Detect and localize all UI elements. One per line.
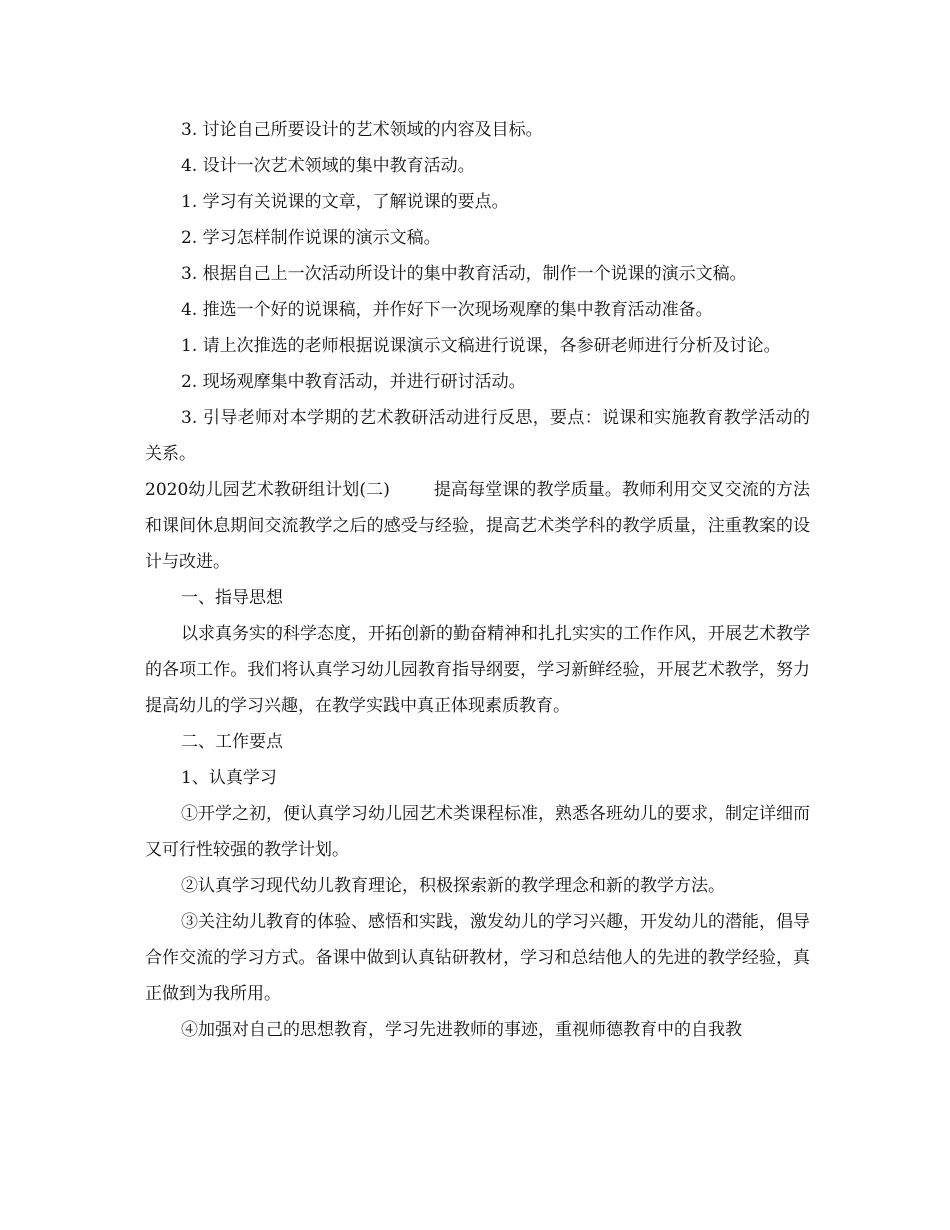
list-item: 4. 设计一次艺术领域的集中教育活动。 (181, 156, 475, 176)
list-item: 3. 引导老师对本学期的艺术教研活动进行反思，要点：说课和实施教育教学活动的关系。 (145, 408, 810, 464)
list-item: 1. 学习有关说课的文章，了解说课的要点。 (181, 192, 509, 212)
body-paragraph: ③关注幼儿教育的体验、感悟和实践，激发幼儿的学习兴趣，开发幼儿的潜能，倡导合作交流的学习方式。备课中做到认真钻研教材，学习和总结他人的先进的教学经验，真正做到为我所用。 (145, 912, 810, 1004)
list-item: 2. 学习怎样制作说课的演示文稿。 (181, 228, 441, 248)
body-paragraph: ②认真学习现代幼儿教育理论，积极探索新的教学理念和新的教学方法。 (181, 876, 725, 896)
list-item: 2. 现场观摩集中教育活动，并进行研讨活动。 (181, 372, 526, 392)
plan-title: 2020幼儿园艺术教研组计划(二) (145, 480, 390, 500)
plan-intro-paragraph (145, 472, 810, 580)
list-item: 4. 推选一个好的说课稿，并作好下一次现场观摩的集中教育活动准备。 (181, 300, 713, 320)
list-item: 3. 讨论自己所要设计的艺术领域的内容及目标。 (181, 120, 543, 140)
body-paragraph: ①开学之初，便认真学习幼儿园艺术类课程标准，熟悉各班幼儿的要求，制定详细而又可行性较强的教学计划。 (145, 804, 810, 860)
body-paragraph: 以求真务实的科学态度，开拓创新的勤奋精神和扎扎实实的工作作风，开展艺术教学的各项工作。我们将认真学习幼儿园教育指导纲要，学习新鲜经验，开展艺术教学，努力提高幼儿的学习兴趣，在教学实践中真正体现素质教育。 (145, 624, 810, 716)
section-heading: 一、指导思想 (181, 588, 283, 608)
title-gap (390, 480, 434, 500)
list-item: 1. 请上次推选的老师根据说课演示文稿进行说课，各参研老师进行分析及讨论。 (181, 336, 781, 356)
list-item: 3. 根据自己上一次活动所设计的集中教育活动，制作一个说课的演示文稿。 (181, 264, 747, 284)
body-paragraph: ④加强对自己的思想教育，学习先进教师的事迹，重视师德教育中的自我教 (181, 1020, 742, 1040)
subsection-heading: 1、认真学习 (181, 768, 277, 788)
plan-intro: 提高每堂课的教学质量。教师利用交叉交流的方法和课间休息期间交流教学之后的感受与经验，提高艺术类学科的教学质量，注重教案的设计与改进。 (145, 480, 811, 572)
section-heading: 二、工作要点 (181, 732, 283, 752)
